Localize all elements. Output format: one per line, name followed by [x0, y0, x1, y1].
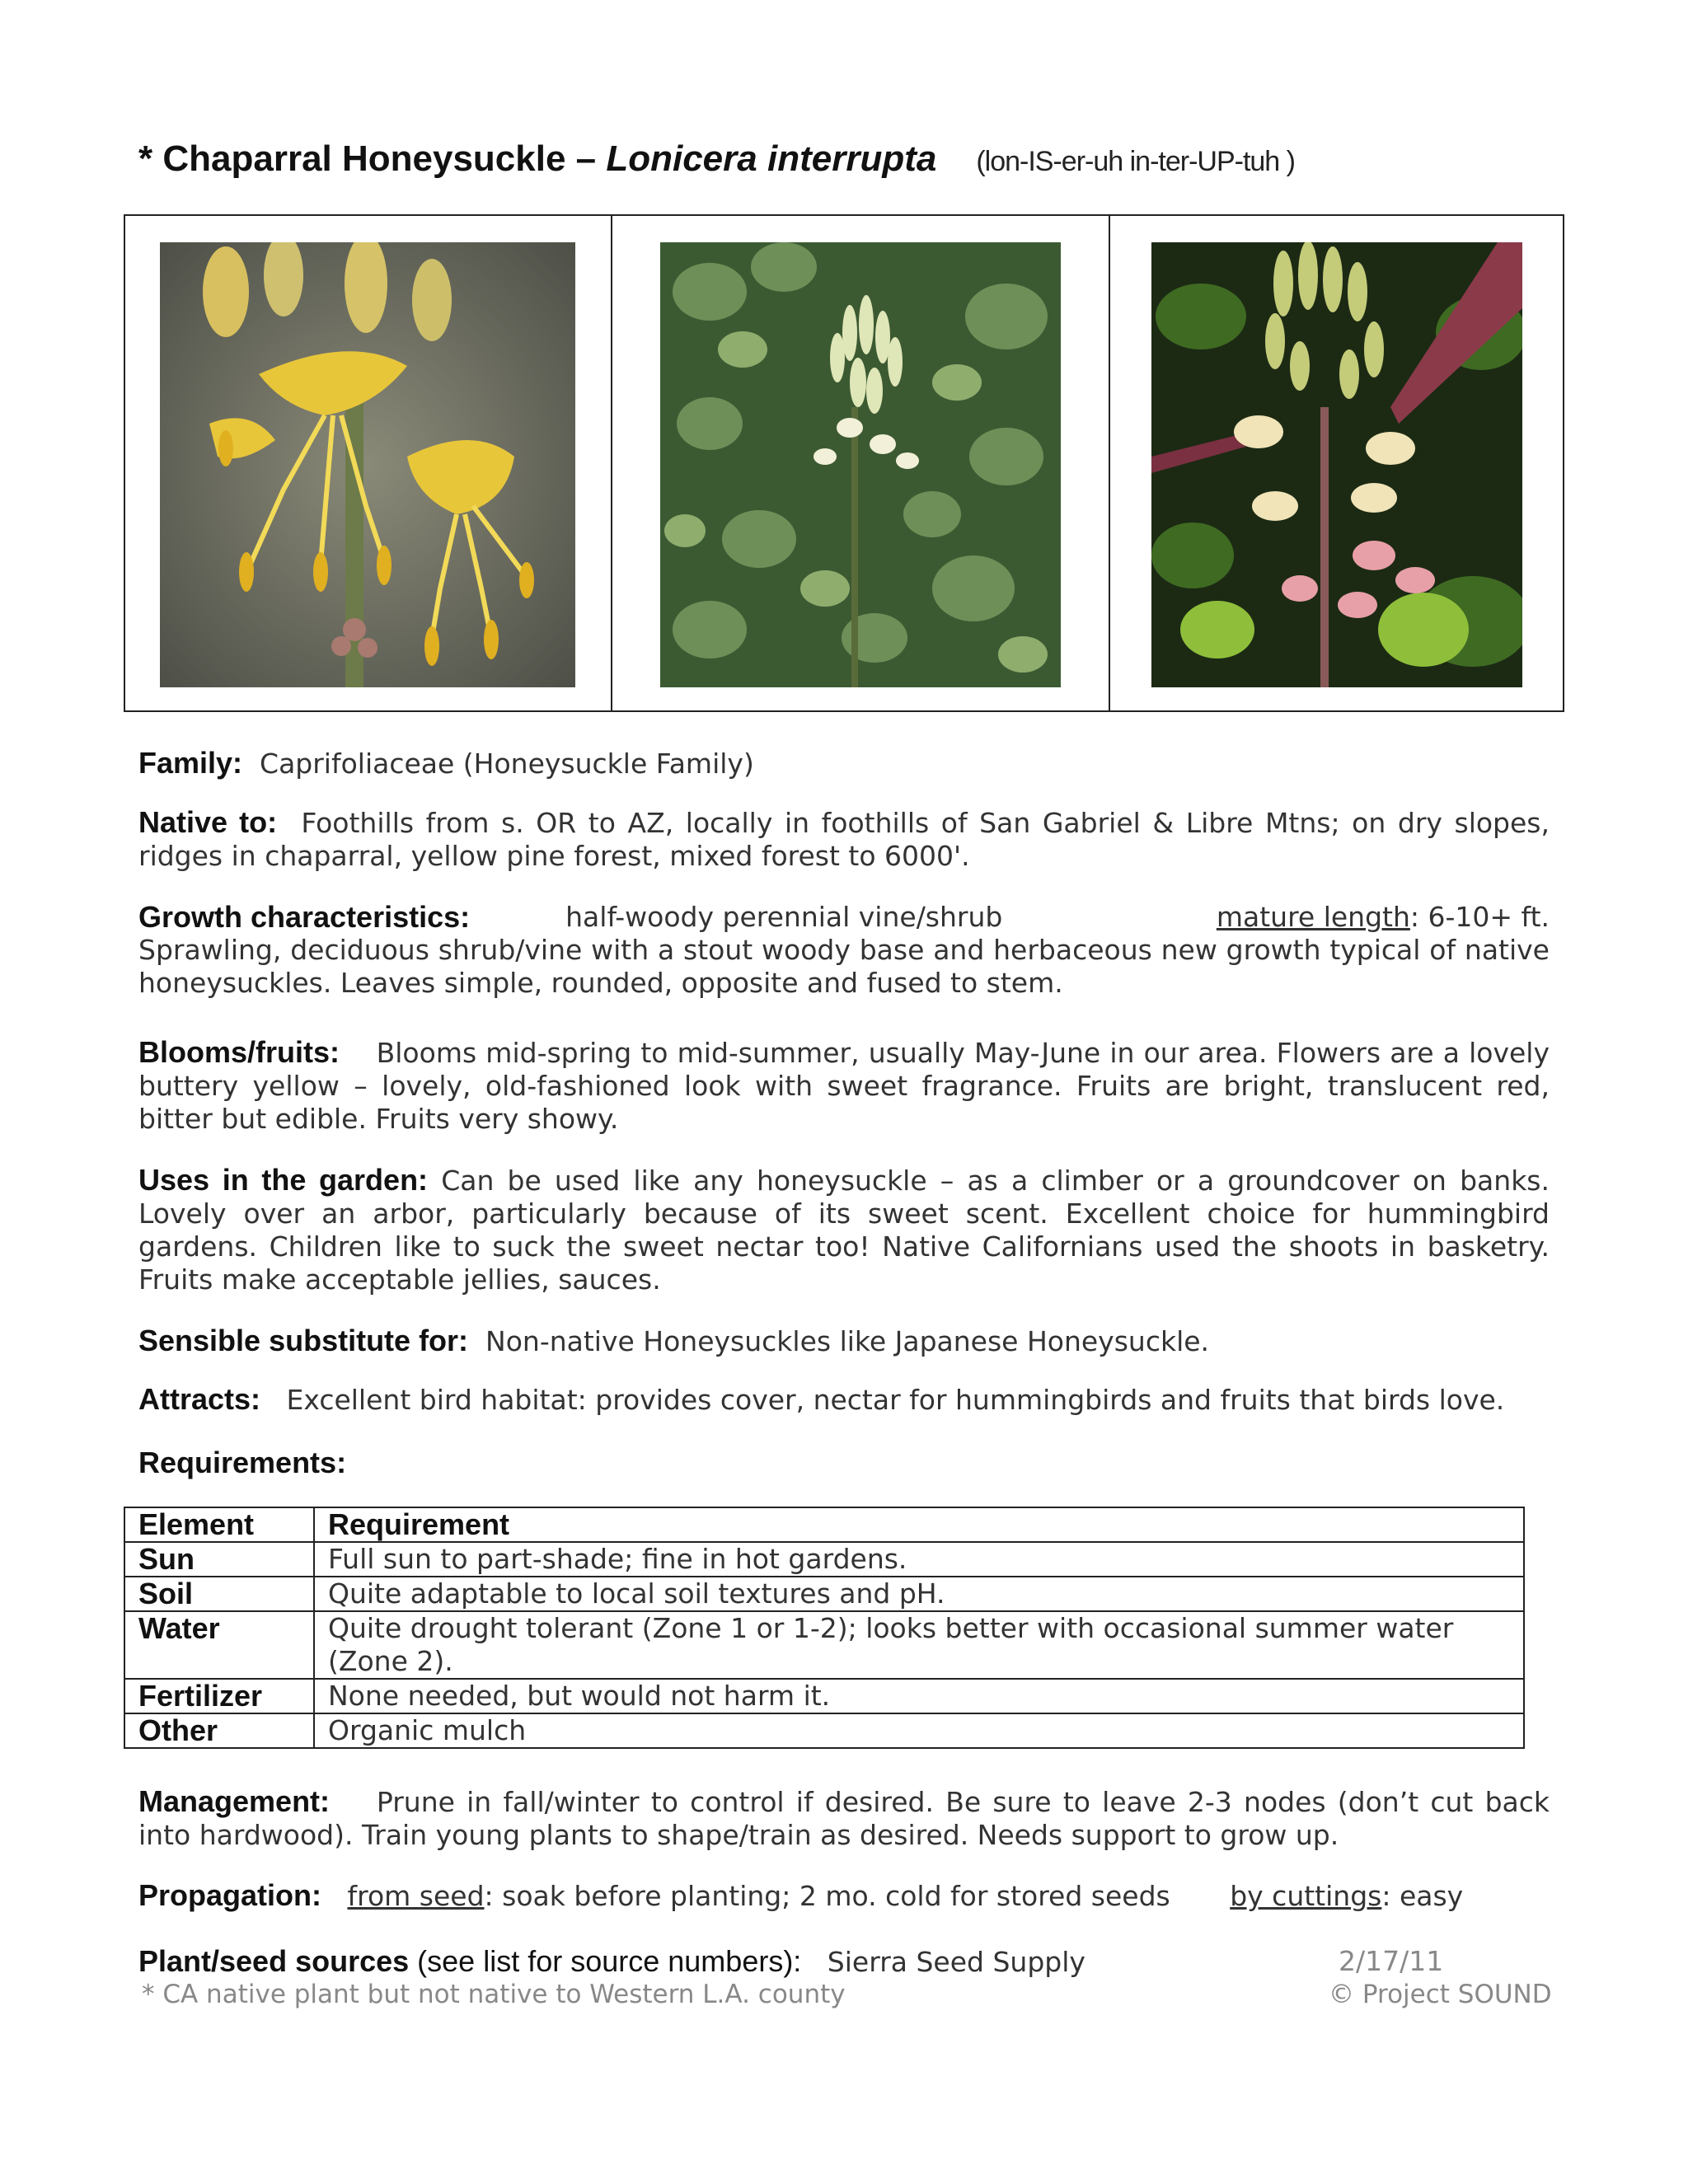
management-text: Prune in fall/winter to control if desired. Be sure to leave 2-3 nodes (don’t cut back into hardwood). Train young plants to shape/train as desired. Needs support to grow up.: [138, 1786, 1550, 1851]
substitute-label: Sensible substitute for:: [138, 1324, 469, 1357]
photo-cell-2: [612, 216, 1110, 710]
requirements-body: [124, 1542, 1524, 1748]
scientific-name: Lonicera interrupta: [606, 138, 937, 179]
col-element: Element: [124, 1507, 314, 1542]
col-requirement: Requirement: [314, 1507, 1524, 1542]
by-cuttings-label: by cuttings: [1230, 1880, 1382, 1912]
native-label: Native to:: [138, 805, 278, 839]
uses-text: Can be used like any honeysuckle – as a climber or a groundcover on banks. Lovely over an arbor, particularly because of its sweet scent. Excellent choice for hummingbird gardens. Children like to suck the sweet nectar too! Native Californians used the shoots in basketry. Fruits make acceptable jellies, sauces.: [138, 1165, 1550, 1296]
management-section: [138, 1785, 1550, 1852]
requirement-element: Other: [124, 1713, 314, 1748]
table-header-row: [124, 1507, 1524, 1542]
photo-cell-3: [1110, 216, 1563, 710]
growth-label: Growth characteristics:: [138, 900, 471, 934]
requirement-value: None needed, but would not harm it.: [314, 1679, 1524, 1713]
page-title: [138, 138, 1295, 180]
requirements-label: Requirements:: [138, 1446, 347, 1479]
photo-yellow-flower-closeup: [160, 242, 575, 687]
requirement-element: Sun: [124, 1542, 314, 1577]
photo-strip: [124, 214, 1564, 712]
requirement-element: Fertilizer: [124, 1679, 314, 1713]
common-name: * Chaparral Honeysuckle –: [138, 138, 607, 179]
by-cuttings-text: : easy: [1381, 1880, 1464, 1912]
growth-habit: half-woody perennial vine/shrub: [565, 901, 1003, 933]
native-section: [138, 806, 1550, 873]
requirements-section: [138, 1446, 1550, 1480]
requirements-table: [124, 1507, 1525, 1749]
requirement-value: Quite adaptable to local soil textures and pH.: [314, 1577, 1524, 1611]
from-seed-label: from seed: [347, 1880, 485, 1912]
management-label: Management:: [138, 1784, 331, 1818]
family-section: [138, 747, 1550, 780]
requirement-value: Organic mulch: [314, 1713, 1524, 1748]
propagation-section: [138, 1879, 1550, 1913]
pronunciation: (lon-IS-er-uh in-ter-UP-tuh ): [976, 146, 1295, 177]
table-row: [124, 1542, 1524, 1577]
substitute-text: Non-native Honeysuckles like Japanese Honeysuckle.: [485, 1325, 1210, 1357]
photo-plant-foliage: [660, 242, 1061, 687]
requirement-element: Water: [124, 1611, 314, 1679]
attracts-section: [138, 1383, 1550, 1417]
photo-pink-flower-cluster: [1151, 242, 1522, 687]
table-row: [124, 1611, 1524, 1679]
from-seed-text: : soak before planting; 2 mo. cold for stored seeds: [484, 1880, 1170, 1912]
photo-cell-1: [125, 216, 612, 710]
mature-length-label: mature length: [1216, 901, 1410, 933]
revision-date: 2/17/11: [1339, 1945, 1444, 1977]
requirement-value: Quite drought tolerant (Zone 1 or 1-2); looks better with occasional summer water (Zone 2).: [314, 1611, 1524, 1679]
substitute-section: [138, 1324, 1550, 1358]
growth-header: [138, 901, 1550, 934]
mature-length: [1217, 901, 1550, 934]
family-text: Caprifoliaceae (Honeysuckle Family): [260, 748, 754, 780]
blooms-section: [138, 1036, 1550, 1136]
native-note: * CA native plant but not native to Western L.A. county: [142, 1980, 846, 2009]
copyright: © Project SOUND: [1329, 1980, 1552, 2009]
sources-note: (see list for source numbers):: [409, 1944, 802, 1978]
uses-label: Uses in the garden:: [138, 1163, 429, 1197]
propagation-label: Propagation:: [138, 1878, 321, 1912]
growth-text: Sprawling, deciduous shrub/vine with a stout woody base and herbaceous new growth typical of native honeysuckles. Leaves simple, rounded, opposite and fused to stem.: [138, 934, 1550, 999]
uses-section: [138, 1164, 1550, 1296]
table-row: [124, 1713, 1524, 1748]
family-label: Family:: [138, 746, 243, 780]
requirement-element: Soil: [124, 1577, 314, 1611]
blooms-text: Blooms mid-spring to mid-summer, usually May-June in our area. Flowers are a lovely buttery yellow – lovely, old-fashioned look with sweet fragrance. Fruits are bright, translucent red, bitter but edible. Fruits very showy.: [138, 1037, 1550, 1135]
table-row: [124, 1679, 1524, 1713]
attracts-text: Excellent bird habitat: provides cover, nectar for hummingbirds and fruits that birds love.: [286, 1384, 1505, 1416]
attracts-label: Attracts:: [138, 1382, 261, 1416]
mature-length-value: : 6-10+ ft.: [1409, 901, 1550, 933]
sources-text: Sierra Seed Supply: [827, 1946, 1085, 1978]
native-text: Foothills from s. OR to AZ, locally in foothills of San Gabriel & Libre Mtns; on dry slopes, ridges in chaparral, yellow pine forest, mixed forest to 6000'.: [138, 807, 1550, 872]
requirement-value: Full sun to part-shade; fine in hot gardens.: [314, 1542, 1524, 1577]
growth-section: [138, 901, 1550, 1000]
sources-label: Plant/seed sources: [138, 1944, 410, 1978]
blooms-label: Blooms/fruits:: [138, 1035, 340, 1069]
table-row: [124, 1577, 1524, 1611]
